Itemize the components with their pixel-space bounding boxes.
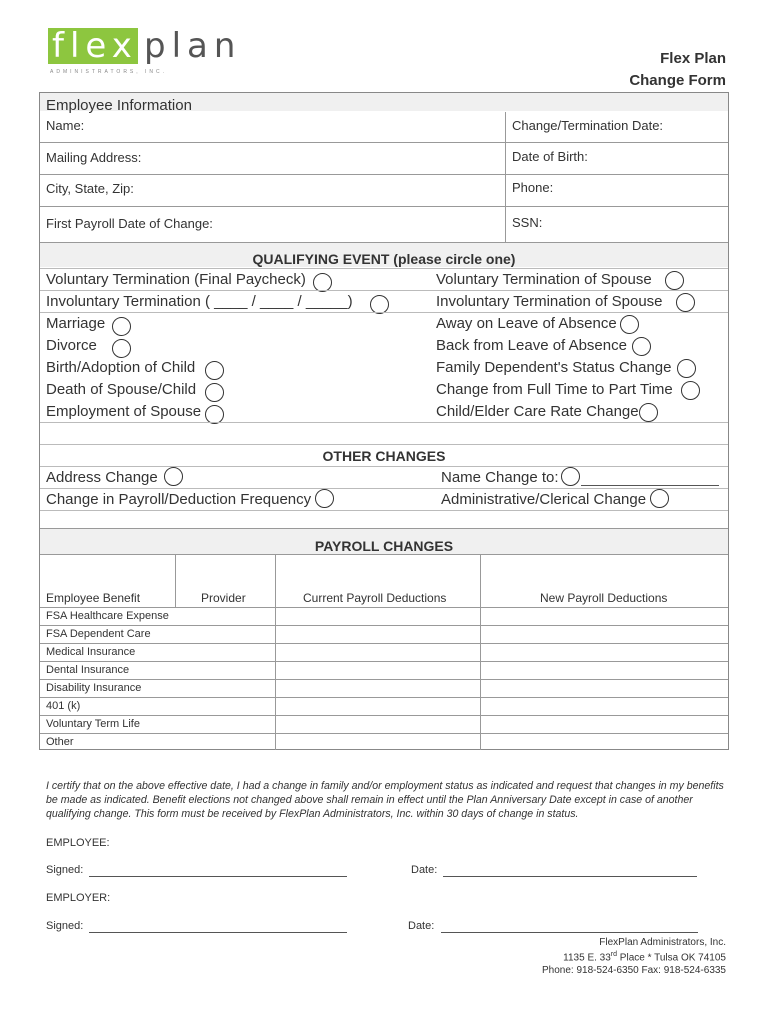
date-of-birth-label: Date of Birth: [512, 149, 588, 164]
employee-date-label: Date: [411, 864, 438, 876]
logo-flex: flex [52, 26, 138, 66]
name-label: Name: [46, 118, 85, 133]
footer-address-city: Place * Tulsa OK 74105 [617, 952, 726, 964]
qe-divorce-circle[interactable] [112, 339, 131, 358]
qe-away-leave-circle[interactable] [620, 315, 639, 334]
logo-plan: plan [144, 26, 242, 66]
payroll-row-line [40, 661, 728, 662]
logo-subtitle: ADMINISTRATORS, INC. [50, 69, 168, 75]
employee-label: EMPLOYEE: [46, 837, 110, 849]
row-other: Other [46, 736, 74, 748]
name-change-blank[interactable] [581, 485, 719, 486]
qe-row-line [40, 422, 728, 423]
employer-signature-line[interactable] [89, 932, 347, 933]
other-row-line [40, 510, 728, 511]
qe-row-line [40, 268, 728, 269]
phone-label: Phone: [512, 180, 554, 195]
row-medical: Medical Insurance [46, 646, 136, 658]
form-title-line2: Change Form [629, 72, 726, 89]
payroll-col-divider [175, 555, 176, 607]
payroll-row-line [40, 697, 728, 698]
qe-dependent-status: Family Dependent's Status Change [436, 359, 672, 376]
payroll-heading: PAYROLL CHANGES [314, 538, 454, 554]
qe-death-spouse: Death of Spouse/Child [46, 381, 197, 398]
payroll-header-line [40, 554, 728, 555]
qe-voluntary-termination: Voluntary Termination (Final Paycheck) [46, 271, 306, 288]
employee-info-heading: Employee Information [46, 97, 192, 114]
qe-back-leave-circle[interactable] [632, 337, 651, 356]
qe-row-line [40, 444, 728, 445]
payroll-row-line [40, 643, 728, 644]
certification-text: I certify that on the above effective date, I had a change in family and/or employment status as indicated and request that changes in my benefits be made as indicated. Benefit elections not changed above shall remain in effect until the Plan Anniversary Date except in case of another qualifying change. This form must be received by FlexPlan Administrators, Inc. within 30 days of change in status. [46, 780, 724, 820]
row-dental: Dental Insurance [46, 664, 130, 676]
qe-row-line [40, 312, 728, 313]
qualifying-heading: QUALIFYING EVENT (please circle one) [252, 251, 516, 267]
qe-marriage-circle[interactable] [112, 317, 131, 336]
oc-payroll-frequency: Change in Payroll/Deduction Frequency [46, 491, 312, 508]
first-payroll-date-label: First Payroll Date of Change: [46, 216, 213, 231]
qe-voluntary-termination-spouse-circle[interactable] [665, 271, 684, 290]
qe-dependent-status-circle[interactable] [677, 359, 696, 378]
footer-address [563, 951, 726, 963]
footer-phone: Phone: 918-524-6350 Fax: 918-524-6335 [541, 965, 726, 976]
employer-date-label: Date: [408, 920, 435, 932]
qe-death-spouse-circle[interactable] [205, 383, 224, 402]
oc-administrative: Administrative/Clerical Change [441, 491, 647, 508]
payroll-col-divider [275, 555, 276, 750]
oc-payroll-frequency-circle[interactable] [315, 489, 334, 508]
ssn-label: SSN: [512, 215, 543, 230]
info-row-line [40, 142, 728, 143]
other-row-line [40, 466, 728, 467]
row-fsa-healthcare: FSA Healthcare Expense [46, 610, 169, 622]
employer-signed-label: Signed: [46, 920, 84, 932]
form-title-line1: Flex Plan [660, 50, 726, 67]
info-row-line [40, 206, 728, 207]
employee-signature-line[interactable] [89, 876, 347, 877]
col-provider: Provider [201, 591, 246, 605]
qe-back-leave: Back from Leave of Absence [436, 337, 627, 354]
qe-care-rate: Child/Elder Care Rate Change [436, 403, 639, 420]
change-termination-date-label: Change/Termination Date: [512, 118, 664, 133]
employee-date-line[interactable] [443, 876, 697, 877]
oc-address-change: Address Change [46, 469, 158, 486]
employer-date-line[interactable] [441, 932, 698, 933]
col-current-deductions: Current Payroll Deductions [303, 591, 447, 605]
form-frame [39, 92, 729, 750]
footer-address-street: 1135 E. 33 [563, 952, 611, 964]
qe-care-rate-circle[interactable] [639, 403, 658, 422]
qe-divorce: Divorce [46, 337, 97, 354]
row-401k: 401 (k) [46, 700, 81, 712]
employee-signed-label: Signed: [46, 864, 84, 876]
mailing-address-label: Mailing Address: [46, 150, 142, 165]
other-row-line [40, 488, 728, 489]
footer-address-ordinal: rd [610, 951, 618, 958]
qe-involuntary-termination-spouse: Involuntary Termination of Spouse [436, 293, 663, 310]
oc-name-change: Name Change to: [441, 469, 559, 486]
footer-company: FlexPlan Administrators, Inc. [599, 937, 726, 948]
payroll-row-line [40, 715, 728, 716]
oc-administrative-circle[interactable] [650, 489, 669, 508]
payroll-row-line [40, 733, 728, 734]
payroll-col-divider [480, 555, 481, 750]
qe-involuntary-termination-spouse-circle[interactable] [676, 293, 695, 312]
qe-employment-spouse: Employment of Spouse [46, 403, 202, 420]
oc-name-change-circle[interactable] [561, 467, 580, 486]
qe-birth-adoption: Birth/Adoption of Child [46, 359, 196, 376]
qe-full-to-part-circle[interactable] [681, 381, 700, 400]
qe-voluntary-termination-spouse: Voluntary Termination of Spouse [436, 271, 652, 288]
payroll-row-line [40, 607, 728, 608]
payroll-row-line [40, 625, 728, 626]
qe-full-to-part: Change from Full Time to Part Time [436, 381, 673, 398]
row-fsa-dependent: FSA Dependent Care [46, 628, 151, 640]
col-employee-benefit: Employee Benefit [46, 591, 141, 605]
payroll-row-line [40, 679, 728, 680]
qe-away-leave: Away on Leave of Absence [436, 315, 617, 332]
row-disability: Disability Insurance [46, 682, 142, 694]
qe-involuntary-termination: Involuntary Termination ( ____ / ____ / _____) [46, 293, 353, 310]
qe-marriage: Marriage [46, 315, 106, 332]
qe-birth-adoption-circle[interactable] [205, 361, 224, 380]
qe-row-line [40, 290, 728, 291]
other-changes-heading: OTHER CHANGES [322, 448, 446, 464]
employee-info-divider [505, 112, 506, 242]
employer-label: EMPLOYER: [46, 892, 111, 904]
row-term-life: Voluntary Term Life [46, 718, 140, 730]
info-row-line [40, 174, 728, 175]
col-new-deductions: New Payroll Deductions [540, 591, 668, 605]
city-state-zip-label: City, State, Zip: [46, 181, 134, 196]
oc-address-change-circle[interactable] [164, 467, 183, 486]
